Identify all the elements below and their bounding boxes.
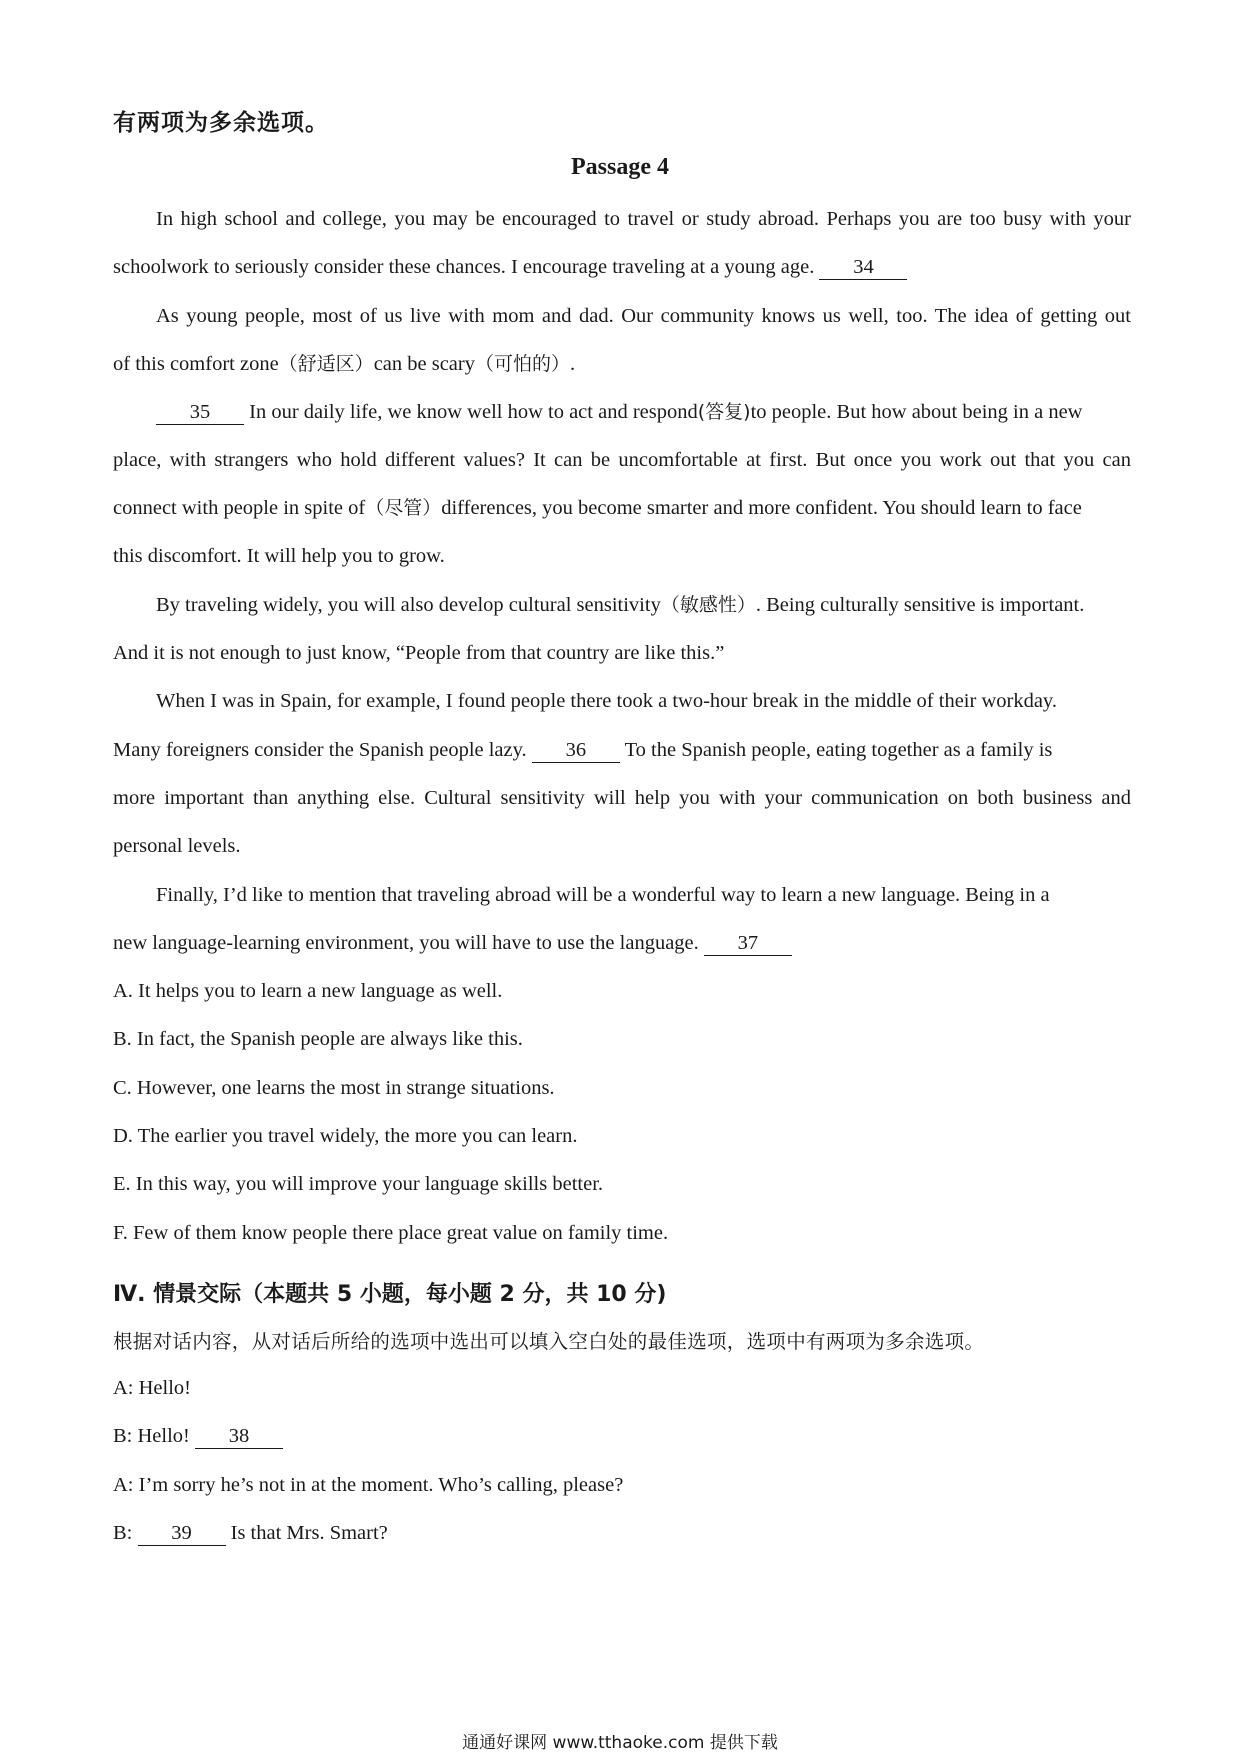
paragraph-3-line-4: this discomfort. It will help you to grow. (113, 545, 445, 567)
blank-35: 35 (156, 398, 244, 426)
paragraph-4-line-2: And it is not enough to just know, “People from that country are like this.” (113, 642, 725, 664)
option-f: F. Few of them know people there place great value on family time. (113, 1222, 669, 1244)
paragraph-3-line-2: place, with strangers who hold different values? It can be uncomfortable at first. But once you work out that you can (113, 449, 1131, 471)
paragraph-6-line-2 (113, 929, 1131, 957)
paragraph-2-line-2 (113, 350, 1131, 378)
paragraph-5-line-1: When I was in Spain, for example, I found people there took a two-hour break in the middle of their workday. (156, 690, 1057, 712)
paragraph-3-line-3 (113, 494, 1131, 522)
paragraph-2-line-1: As young people, most of us live with mom and dad. Our community knows us well, too. The idea of getting out (156, 305, 1131, 327)
option-a: A. It helps you to learn a new language as well. (113, 980, 503, 1002)
paragraph-1-line-2 (113, 253, 1131, 281)
blank-39: 39 (138, 1519, 226, 1547)
blank-36: 36 (532, 736, 620, 764)
paragraph-1-text: schoolwork to seriously consider these chances. I encourage traveling at a young age. (113, 256, 815, 278)
paragraph-4-line-1 (156, 591, 1131, 619)
paragraph-3-text-a: In our daily life, we know well how to act and respond (249, 401, 698, 423)
gloss-comfort-zone: （舒适区） (278, 353, 374, 375)
header-note: 有两项为多余选项。 (113, 110, 329, 136)
gloss-scary: （可怕的） (475, 353, 571, 375)
option-e: E. In this way, you will improve your language skills better. (113, 1173, 604, 1195)
paragraph-5-text-b: To the Spanish people, eating together as a family is (624, 739, 1053, 761)
section-instruction: 根据对话内容，从对话后所给的选项中选出可以填入空白处的最佳选项，选项中有两项为多余选项。 (113, 1330, 985, 1353)
passage-title: Passage 4 (571, 154, 669, 180)
paragraph-3-line-1 (156, 398, 1131, 426)
option-d: D. The earlier you travel widely, the more you can learn. (113, 1125, 578, 1147)
paragraph-4-text-b: . Being culturally sensitive is important. (755, 594, 1085, 616)
dialogue-b2-speaker: B: (113, 1522, 133, 1544)
blank-38: 38 (195, 1422, 283, 1450)
dialogue-b2-text: Is that Mrs. Smart? (230, 1522, 388, 1544)
option-c: C. However, one learns the most in strange situations. (113, 1077, 555, 1099)
dialogue-b1-text: B: Hello! (113, 1425, 190, 1447)
paragraph-1-line-1: In high school and college, you may be encouraged to travel or study abroad. Perhaps you are too busy with your (156, 208, 1131, 230)
gloss-in-spite-of: （尽管） (365, 497, 442, 519)
paragraph-3-text-d: differences, you become smarter and more confident. You should learn to face (441, 497, 1082, 519)
dialogue-line-a1: A: Hello! (113, 1377, 191, 1399)
paragraph-6-text: new language-learning environment, you will have to use the language. (113, 932, 699, 954)
paragraph-3-text-b: to people. But how about being in a new (750, 401, 1083, 423)
paragraph-5-text-a: Many foreigners consider the Spanish people lazy. (113, 739, 527, 761)
blank-37: 37 (704, 929, 792, 957)
gloss-respond: (答复) (697, 401, 751, 423)
dialogue-line-b2 (113, 1519, 1131, 1547)
paragraph-2-text-a: of this comfort zone (113, 353, 279, 375)
paragraph-2-text-b: can be scary (373, 353, 475, 375)
paragraph-2-text-c: . (570, 353, 576, 375)
footer-watermark: 通通好课网 www.tthaoke.com 提供下载 (462, 1733, 778, 1753)
paragraph-3-text-c: connect with people in spite of (113, 497, 366, 519)
dialogue-line-b1 (113, 1422, 1131, 1450)
blank-34: 34 (819, 253, 907, 281)
dialogue-line-a2: A: I’m sorry he’s not in at the moment. Who’s calling, please? (113, 1474, 624, 1496)
paragraph-4-text-a: By traveling widely, you will also develop cultural sensitivity (156, 594, 661, 616)
paragraph-5-line-4: personal levels. (113, 835, 241, 857)
option-b: B. In fact, the Spanish people are always like this. (113, 1028, 523, 1050)
paragraph-5-line-3: more important than anything else. Cultural sensitivity will help you with your communication on both business and (113, 787, 1131, 809)
paragraph-5-line-2 (113, 736, 1131, 764)
gloss-sensitivity: （敏感性） (660, 594, 756, 616)
paragraph-6-line-1: Finally, I’d like to mention that traveling abroad will be a wonderful way to learn a new language. Being in a (156, 884, 1050, 906)
section-title: Ⅳ. 情景交际（本题共 5 小题，每小题 2 分，共 10 分) (113, 1282, 667, 1307)
